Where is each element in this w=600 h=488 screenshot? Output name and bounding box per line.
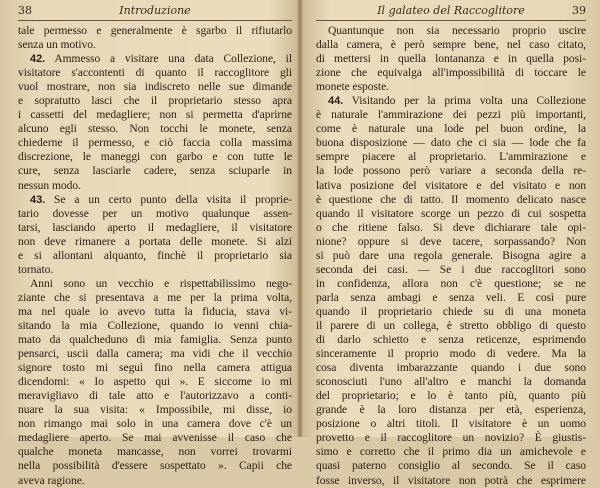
line-text: Visitando per la prima volta una Collezione <box>343 95 586 108</box>
left-running-title: Introduzione <box>119 4 191 17</box>
line-text: e si allontani alquanto, finchè il proprietario sia <box>18 249 292 262</box>
text-line <box>316 431 586 445</box>
text-line <box>18 305 292 319</box>
line-text: cure, senza lasciarle cadere, senza sciuparle in <box>18 165 292 178</box>
paragraph-number: 44. <box>328 95 344 108</box>
text-line <box>316 52 586 66</box>
text-line <box>316 263 586 277</box>
right-page-header <box>316 4 586 21</box>
text-line <box>18 179 292 193</box>
text-line <box>18 291 292 305</box>
line-text: di darlo schietto e senza reticenze, esprimendo <box>316 334 586 347</box>
text-line <box>18 389 292 403</box>
paragraph-number: 42. <box>30 53 46 66</box>
line-text: buona disposizione — dato che ci sia — lode che fa <box>316 137 586 150</box>
line-text: Anni sono un vecchio e rispettabilissimo nego- <box>30 277 292 290</box>
line-text: qualche moneta mancasse, non vorrei trovarmi <box>18 446 292 459</box>
text-line <box>18 207 292 221</box>
line-text: simo e corretto che il primo dia un amichevole e <box>316 446 586 459</box>
line-text: tornato. <box>18 263 54 276</box>
line-text: senza un motivo. <box>18 39 96 52</box>
line-text: zione che equivalga all'impossibilità di toccare le <box>316 67 586 80</box>
text-line <box>18 459 292 473</box>
line-text: nione? oppure si deve tacere, sorpassando? Non <box>316 235 586 248</box>
text-line <box>316 291 586 305</box>
text-line <box>18 417 292 431</box>
line-text: si può dare una regola generale. Bisogna agire a <box>316 249 586 262</box>
text-line <box>316 94 586 108</box>
line-text: quasi paterno consiglio al secondo. Se il caso <box>316 460 586 473</box>
line-text: lativa posizione del visitatore e del visitato e non <box>316 179 586 192</box>
text-line <box>316 347 586 361</box>
text-line <box>18 164 292 178</box>
text-line <box>316 207 586 221</box>
text-line <box>18 66 292 80</box>
text-line <box>316 122 586 136</box>
line-text: dalla camera, è però sempre bene, nel caso citato, <box>316 39 586 52</box>
line-text: la lode possono però variare a seconda della re- <box>316 165 586 178</box>
line-text: posizione o altri titoli. Il visitatore è un uomo <box>316 418 586 431</box>
line-text: non deve rimanere a portata delle monete. Si alzi <box>18 235 292 248</box>
line-text: tarsi, lasciando aperto il medagliere, il visitatore <box>18 221 292 234</box>
line-text: aveva ragione. <box>18 474 85 487</box>
paragraph-number: 43. <box>30 193 46 206</box>
line-text: chiederne il permesso, e ciò faccia colla massima <box>18 137 292 150</box>
text-line <box>316 249 586 263</box>
text-line <box>18 235 292 249</box>
text-line <box>316 403 586 417</box>
text-line <box>18 347 292 361</box>
text-line <box>316 38 586 52</box>
text-line <box>18 52 292 66</box>
text-line <box>316 445 586 459</box>
line-text: o che ritiene falso. Si deve dichiarare tale opi- <box>316 221 586 234</box>
line-text: discrezione, le maneggi con garbo e con tutte le <box>18 151 292 164</box>
line-text: dicendomi: « Io aspetto qui ». E siccome io mi <box>18 376 292 389</box>
text-line <box>316 474 586 488</box>
line-text: di mettersi in quella lontananza e in quella posi- <box>316 53 586 66</box>
line-text: ma nel quale io avevo tutta la fiducia, stava vi- <box>18 305 292 318</box>
line-text: alcuno egli stesso. Non tocchi le monete, senza <box>18 123 292 136</box>
text-line <box>18 80 292 94</box>
text-line <box>316 375 586 389</box>
text-line <box>316 150 586 164</box>
line-text: i cassetti del medagliere; non si permetta d'aprirne <box>18 109 292 122</box>
text-line <box>316 164 586 178</box>
text-line <box>18 249 292 263</box>
right-page-number: 39 <box>571 4 586 17</box>
right-page-body <box>316 24 586 488</box>
text-line <box>316 389 586 403</box>
line-text: Se a un certo punto della visita il proprie- <box>45 193 292 206</box>
line-text: non rimango mai solo in una camera dove c'è un <box>18 418 292 431</box>
line-text: sconosciuti l'uno all'altro e manchi la domanda <box>316 376 586 389</box>
text-line <box>316 361 586 375</box>
text-line <box>18 333 292 347</box>
line-text: sempre piacere al proprietario. L'ammirazione e <box>316 151 586 164</box>
text-line <box>18 108 292 122</box>
text-line <box>316 136 586 150</box>
text-line <box>316 80 586 94</box>
text-line <box>18 431 292 445</box>
text-line <box>316 221 586 235</box>
line-text: sinceramente il proprio modo di vedere. Ma la <box>316 348 586 361</box>
text-line <box>316 193 586 207</box>
text-line <box>18 221 292 235</box>
text-line <box>316 319 586 333</box>
text-line <box>18 193 292 207</box>
text-line <box>316 333 586 347</box>
line-text: pensarci, uscii dalla camera; ma vidi che il vecchio <box>18 348 292 361</box>
line-text: Quantunque non sia necessario proprio uscire <box>328 25 586 37</box>
text-line <box>18 38 292 52</box>
text-line <box>316 277 586 291</box>
line-text: nella possibilità d'essere sospettato ». Capii che <box>18 460 292 473</box>
left-page <box>0 0 300 487</box>
line-text: come è naturale una lode pel buon ordine, la <box>316 123 586 136</box>
text-line <box>18 474 292 488</box>
line-text: e sopratutto lasci che il proprietario stesso apra <box>18 95 292 108</box>
line-text: è questione che di tatto. Il momento delicato nasce <box>316 193 586 206</box>
line-text: vuol mostrare, non sia indiscreto nelle sue dimande <box>18 81 292 94</box>
line-text: meravigliavo di tale atto e l'autorizzavo a conti- <box>18 390 292 403</box>
text-line <box>316 459 586 473</box>
text-line <box>18 319 292 333</box>
right-running-title: Il galateo del Raccoglitore <box>377 4 525 17</box>
text-line <box>316 179 586 193</box>
text-line <box>18 375 292 389</box>
line-text: sitando la mia Collezione, quando io venni chia- <box>18 319 292 332</box>
line-text: cosa diventa imbarazzante quando i due sono <box>316 362 586 375</box>
line-text: è naturale l'ammirazione dei pezzi più importanti, <box>316 109 586 122</box>
text-line <box>18 122 292 136</box>
text-line <box>18 361 292 375</box>
line-text: monete esposte. <box>316 81 390 94</box>
left-page-header <box>18 4 292 21</box>
text-line <box>18 445 292 459</box>
line-text: quando il proprietario chiede su di una moneta <box>316 305 586 318</box>
line-text: grande è la loro distanza per età, esperienza, <box>316 404 586 417</box>
text-line <box>316 305 586 319</box>
line-text: visitatore s'accontenti di quanto il raccoglitore gli <box>18 67 292 80</box>
line-text: quando il visitatore scorge un pezzo di cui sospetta <box>316 207 586 220</box>
line-text: nessun modo. <box>18 179 81 192</box>
line-text: il parere di un collega, è stretto obbligo di questo <box>316 319 586 332</box>
line-text: in confidenza, allora non c'è questione; se ne <box>316 277 586 290</box>
text-line <box>316 417 586 431</box>
line-text: mato da qualcheduno di mia famiglia. Senza punto <box>18 334 292 347</box>
right-page <box>300 0 600 487</box>
left-page-number: 38 <box>18 4 32 17</box>
text-line <box>18 150 292 164</box>
left-page-body <box>18 24 292 488</box>
line-text: parla senza ambagi e senza veli. E così pure <box>316 291 586 304</box>
text-line <box>18 136 292 150</box>
line-text: signore tosto mi seguì fino nella camera attigua <box>18 362 292 375</box>
text-line <box>18 24 292 38</box>
text-line <box>316 66 586 80</box>
text-line <box>316 235 586 249</box>
line-text: tario dovesse per un motivo qualunque assen- <box>18 207 292 220</box>
line-text: Ammesso a visitare una data Collezione, il <box>45 53 292 66</box>
line-text: fosse inverso, il visitatore non potrà che esprimere <box>316 474 586 487</box>
text-line <box>18 263 292 277</box>
text-line <box>316 24 586 38</box>
line-text: tale permesso e generalmente è sgarbo il rifiutarlo <box>18 25 292 37</box>
line-text: del proprietario; e lo è tanto più, quanto più <box>316 390 586 403</box>
line-text: seconda dei casi. — Se i due raccoglitori sono <box>316 263 586 276</box>
text-line <box>18 277 292 291</box>
line-text: medagliere aperto. Se mai avvenisse il caso che <box>18 432 292 445</box>
text-line <box>18 94 292 108</box>
line-text: ziante che si presentava a me per la prima volta, <box>18 291 292 304</box>
text-line <box>18 403 292 417</box>
line-text: nuare la sua visita: « Impossibile, mi disse, io <box>18 404 292 417</box>
line-text: provetto e il raccoglitore un novizio? È giustis- <box>316 432 586 445</box>
text-line <box>316 108 586 122</box>
